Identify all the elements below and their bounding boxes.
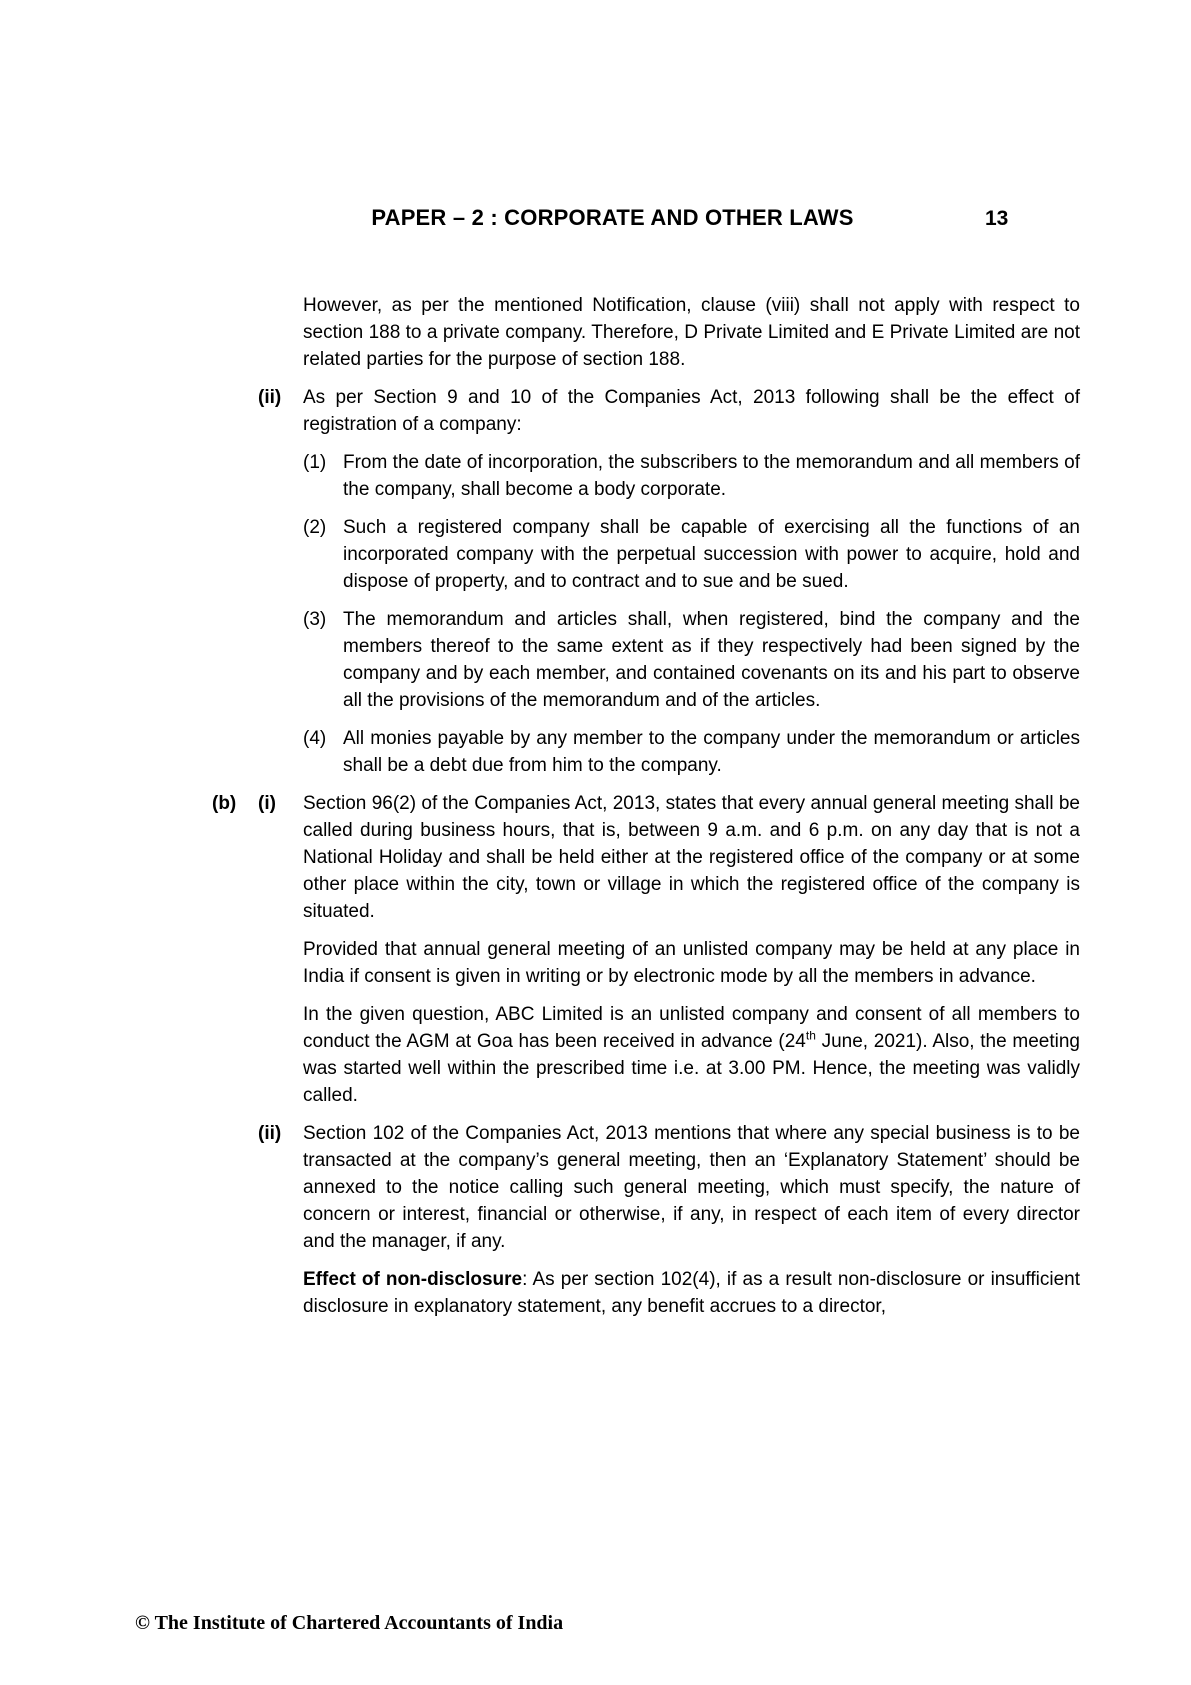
item-a-ii-marker: (ii)	[258, 387, 282, 408]
effect-lead-label: Effect of non-disclosure	[303, 1269, 523, 1290]
list-item-2-text: Such a registered company shall be capable of exercising all the functions of an incorporated company with the perpetual succession with power to acquire, hold and dispose of property, and to contract and to sue and be sued.	[343, 517, 1080, 592]
list-item-3	[303, 606, 1080, 714]
ordinal-superscript: th	[805, 1028, 816, 1043]
item-b-ii	[258, 1120, 1080, 1255]
agm-text-before-superscript: In the given question, ABC Limited is an unlisted company and consent of all members to conduct the AGM at Goa has been received in advance (24	[303, 1004, 1080, 1052]
paragraph-agm-conclusion	[303, 1001, 1080, 1109]
list-item-1	[303, 449, 1080, 503]
item-b-i	[212, 790, 1080, 1109]
list-item-4	[303, 725, 1080, 779]
page-number: 13	[985, 207, 1009, 230]
item-b-marker: (b)	[212, 793, 237, 814]
copyright-notice: © The Institute of Chartered Accountants of India	[135, 1612, 564, 1634]
list-item-2-marker: (2)	[303, 517, 327, 538]
item-b-ii-marker: (ii)	[258, 1123, 282, 1144]
paragraph-effect-of-non-disclosure	[303, 1266, 1080, 1320]
list-item-3-marker: (3)	[303, 609, 327, 630]
item-a-ii	[258, 384, 1080, 438]
list-item-4-marker: (4)	[303, 728, 327, 749]
paragraph-notification: However, as per the mentioned Notification, clause (viii) shall not apply with respect to section 188 to a private company. Therefore, D Private Limited and E Private Limited are not related parties for the purpose of section 188.	[303, 295, 1080, 370]
agm-text-after-superscript: June, 2021). Also, the meeting was started well within the prescribed time i.e. at 3.00 PM. Hence, the meeting was validly called.	[303, 1031, 1080, 1106]
paragraph-section-102: Section 102 of the Companies Act, 2013 mentions that where any special business is to be transacted at the company’s general meeting, then an ‘Explanatory Statement’ should be annexed to the notice calling such general meeting, which must specify, the nature of concern or interest, financial or otherwise, if any, in respect of each item of every director and the manager, if any.	[303, 1123, 1080, 1252]
document-body	[212, 292, 1081, 1331]
paragraph-proviso: Provided that annual general meeting of an unlisted company may be held at any place in India if consent is given in writing or by electronic mode by all the members in advance.	[303, 939, 1080, 987]
paragraph-section-96: Section 96(2) of the Companies Act, 2013, states that every annual general meeting shall be called during business hours, that is, between 9 a.m. and 6 p.m. on any day that is not a National Holiday and shall be held either at the registered office of the company or at some other place within the city, town or village in which the registered office of the company is situated.	[303, 793, 1080, 922]
list-item-1-text: From the date of incorporation, the subscribers to the memorandum and all members of the company, shall become a body corporate.	[343, 452, 1080, 500]
effect-rest-text: : As per section 102(4), if as a result non-disclosure or insufficient disclosure in explanatory statement, any benefit accrues to a director,	[303, 1269, 1081, 1317]
list-item-3-text: The memorandum and articles shall, when registered, bind the company and the members thereof to the same extent as if they respectively had been signed by the company and by each member, and contained covenants on its and his part to observe all the provisions of the memorandum and of the articles.	[343, 609, 1080, 711]
list-item-1-marker: (1)	[303, 452, 327, 473]
page-title: PAPER – 2 : CORPORATE AND OTHER LAWS	[371, 205, 854, 230]
item-b-i-marker: (i)	[258, 793, 276, 814]
list-item-4-text: All monies payable by any member to the company under the memorandum or articles shall be a debt due from him to the company.	[343, 728, 1080, 776]
list-item-2	[303, 514, 1080, 595]
item-a-ii-intro: As per Section 9 and 10 of the Companies Act, 2013 following shall be the effect of registration of a company:	[303, 387, 1080, 435]
